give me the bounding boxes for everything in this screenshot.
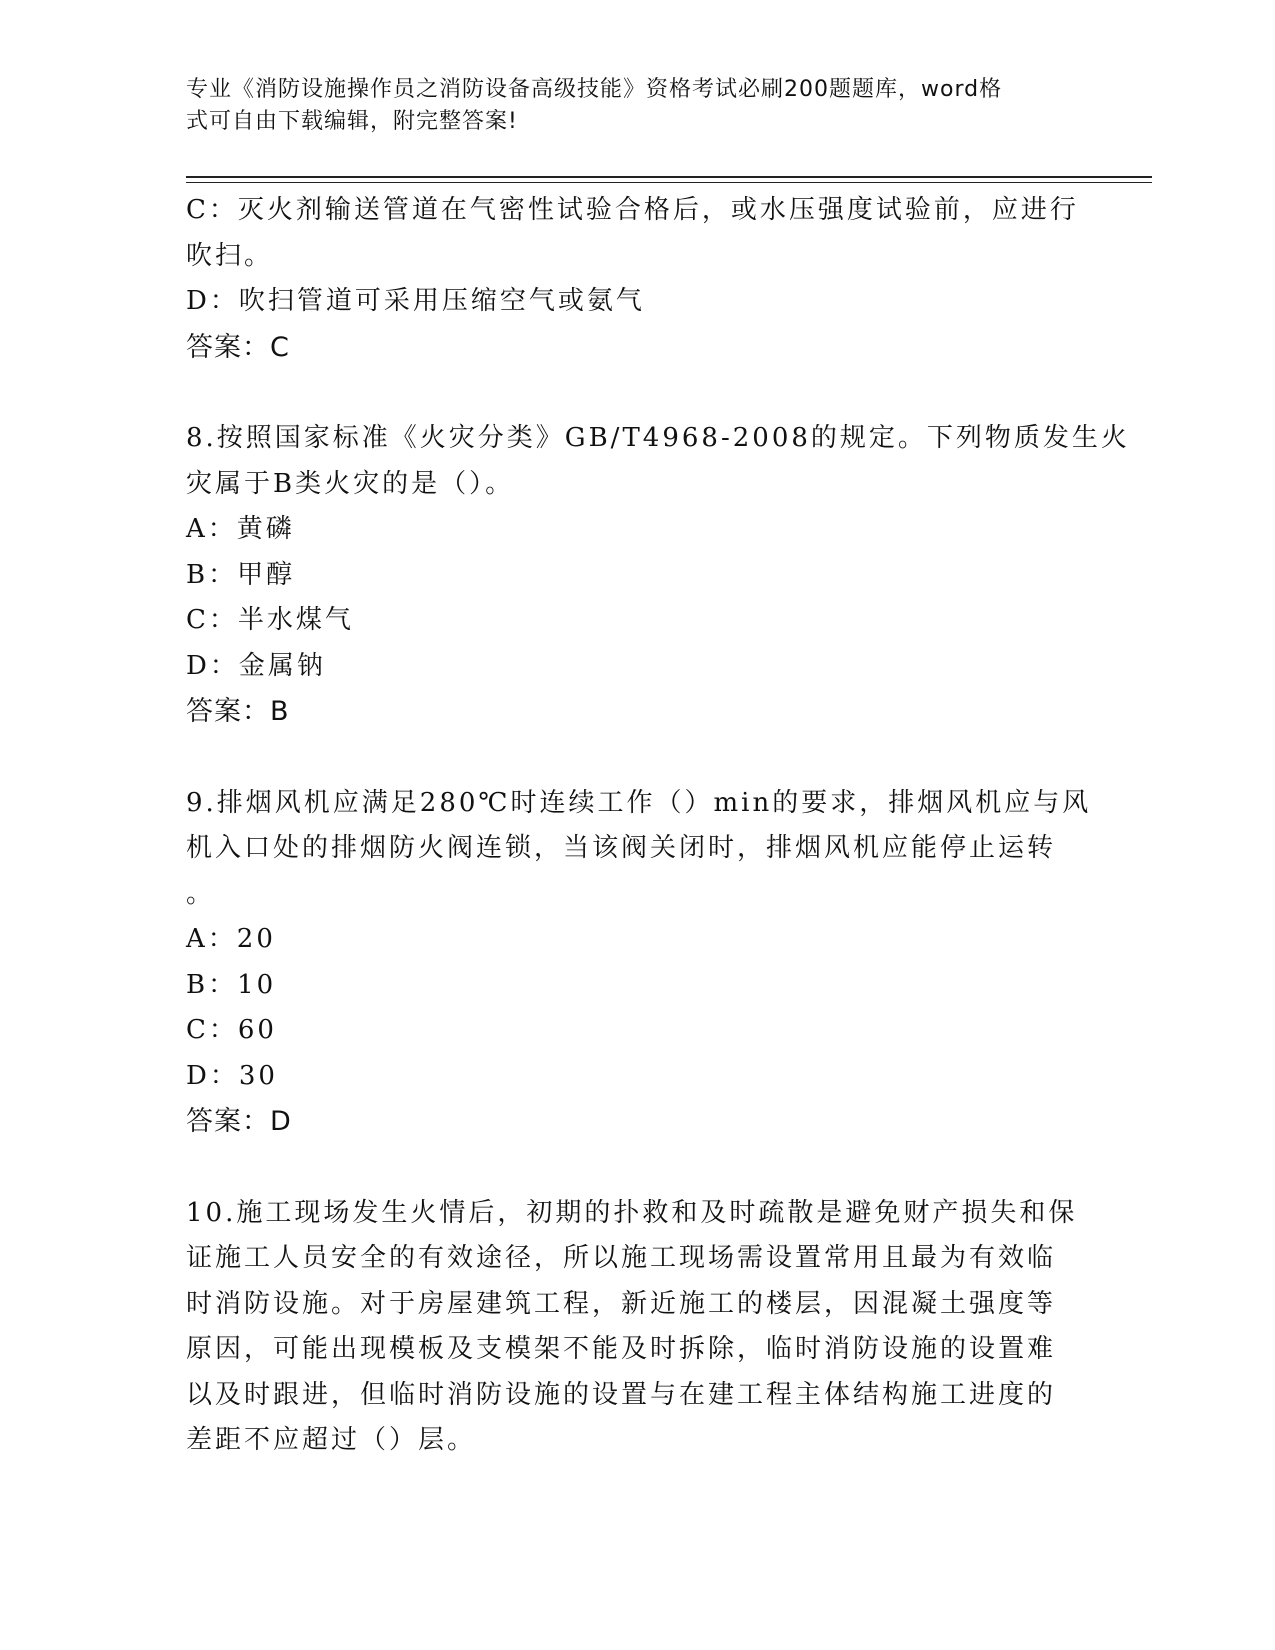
question-stem-line-5: 以及时跟进，但临时消防设施的设置与在建工程主体结构施工进度的: [186, 1379, 1057, 1410]
question-stem-line-6: 差距不应超过（）层。: [186, 1425, 477, 1455]
question-stem-line-1: 9.排烟风机应满足280℃时连续工作（）min的要求，排烟风机应与风: [186, 787, 1092, 818]
header-line-1: 专业《消防设施操作员之消防设备高级技能》资格考试必刷200题题库，word格: [186, 77, 1003, 102]
question-stem-line-2: 证施工人员安全的有效途径，所以施工现场需设置常用且最为有效临: [186, 1243, 1057, 1273]
option-d: D：金属钠: [186, 650, 326, 681]
question-stem-line-3: 时消防设施。对于房屋建筑工程，新近施工的楼层，因混凝土强度等: [186, 1288, 1057, 1319]
question-10: [186, 1191, 1086, 1464]
question-stem-line-1: 8.按照国家标准《火灾分类》GB/T4968-2008的规定。下列物质发生火: [186, 423, 1130, 453]
question-stem-line-1: 10.施工现场发生火情后，初期的扑救和及时疏散是避免财产损失和保: [186, 1197, 1078, 1228]
option-d: D：30: [186, 1060, 278, 1091]
question-7-continued: [186, 188, 1086, 370]
document-header: [186, 74, 1066, 138]
option-c: C：半水煤气: [186, 605, 354, 635]
question-stem-line-2: 灾属于B类火灾的是（）。: [186, 468, 515, 499]
header-divider-thick: [186, 176, 1152, 178]
option-a: A：黄磷: [186, 514, 295, 544]
option-a: A：20: [186, 924, 276, 954]
question-stem-line-4: 原因，可能出现模板及支模架不能及时拆除，临时消防设施的设置难: [186, 1334, 1057, 1364]
option-c: C：60: [186, 1015, 277, 1045]
answer: 答案：D: [186, 1106, 292, 1137]
header-divider-thin: [186, 182, 1152, 183]
question-8: [186, 416, 1130, 735]
option-d: D：吹扫管道可采用压缩空气或氨气: [186, 286, 645, 316]
option-b: B：甲醇: [186, 559, 296, 590]
option-b: B：10: [186, 969, 277, 1000]
answer: 答案：C: [186, 331, 290, 363]
header-line-2: 式可自由下载编辑，附完整答案!: [186, 109, 518, 134]
option-c-line-1: C：灭火剂输送管道在气密性试验合格后，或水压强度试验前，应进行: [186, 195, 1079, 225]
question-9: [186, 781, 1092, 1145]
question-stem-line-3: 。: [186, 878, 216, 909]
answer: 答案：B: [186, 696, 290, 727]
question-stem-line-2: 机入口处的排烟防火阀连锁，当该阀关闭时，排烟风机应能停止运转: [186, 833, 1057, 863]
option-c-line-2: 吹扫。: [186, 240, 274, 271]
document-body: [186, 188, 1130, 1464]
